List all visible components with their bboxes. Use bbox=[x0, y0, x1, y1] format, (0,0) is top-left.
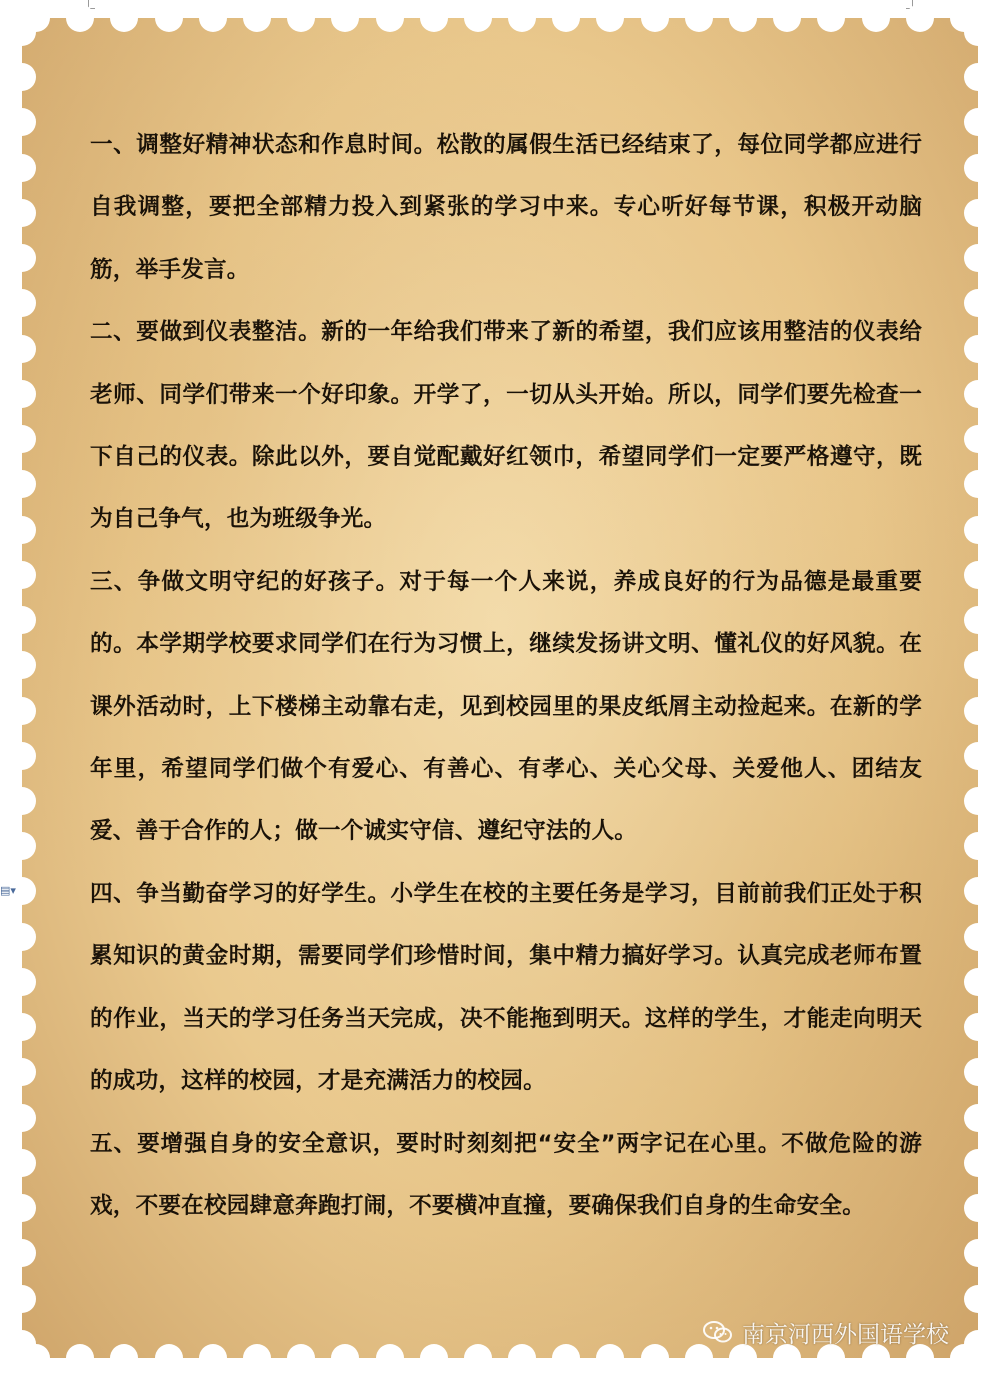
perforation-hole bbox=[8, 516, 36, 544]
perforation-hole bbox=[964, 199, 992, 227]
perforation-hole bbox=[8, 1104, 36, 1132]
perforation-hole bbox=[964, 1194, 992, 1222]
perforation-hole bbox=[964, 697, 992, 725]
perforation-hole bbox=[964, 606, 992, 634]
perforation-hole bbox=[964, 108, 992, 136]
perforation-hole bbox=[964, 154, 992, 182]
perforation-hole bbox=[8, 968, 36, 996]
perforation-hole bbox=[8, 742, 36, 770]
watermark-text: 南京河西外国语学校 bbox=[742, 1321, 949, 1348]
perforation-hole bbox=[8, 289, 36, 317]
paragraph-2: 二、要做到仪表整洁。新的一年给我们带来了新的希望，我们应该用整洁的仪表给老师、同学们带来一个好印象。开学了，一切从头开始。所以，同学们要先检查一下自己的仪表。除此以外，要自觉配戴好红领巾，希望同学们一定要严格遵守，既为自己争气，也为班级争光。 bbox=[90, 319, 922, 533]
perforation-hole bbox=[964, 1239, 992, 1267]
paragraph-5: 五、要增强自身的安全意识，要时时刻刻把“安全”两字记在心里。不做危险的游戏，不要在校园肆意奔跑打闹，不要横冲直撞，要确保我们自身的生命安全。 bbox=[90, 1130, 922, 1219]
perforation-hole bbox=[8, 1239, 36, 1267]
perforation-hole bbox=[8, 1285, 36, 1313]
perforation-hole bbox=[199, 4, 227, 32]
perforation-hole bbox=[8, 1330, 36, 1358]
article-body bbox=[90, 114, 922, 1237]
paragraph-4: 四、争当勤奋学习的好学生。小学生在校的主要任务是学习，目前前我们正处于积累知识的黄金时期，需要同学们珍惜时间，集中精力搞好学习。认真完成老师布置的作业，当天的学习任务当天完成，决不能拖到明天。这样的学生，才能走向明天的成功，这样的校园，才是充满活力的校园。 bbox=[90, 880, 922, 1095]
perforation-hole bbox=[964, 516, 992, 544]
perforation-hole bbox=[8, 1013, 36, 1041]
perforation-hole bbox=[729, 4, 757, 32]
perforation-hole bbox=[641, 4, 669, 32]
perforation-hole bbox=[906, 4, 934, 32]
perforation-right bbox=[964, 18, 992, 1358]
perforation-hole bbox=[964, 289, 992, 317]
perforation-hole bbox=[8, 832, 36, 860]
perforation-hole bbox=[331, 4, 359, 32]
perforation-hole bbox=[8, 154, 36, 182]
perforation-hole bbox=[8, 108, 36, 136]
perforation-hole bbox=[8, 18, 36, 46]
perforation-hole bbox=[508, 4, 536, 32]
perforation-hole bbox=[464, 1344, 492, 1372]
perforation-hole bbox=[8, 380, 36, 408]
perforation-hole bbox=[964, 1285, 992, 1313]
perforation-hole bbox=[8, 1058, 36, 1086]
perforation-hole bbox=[155, 1344, 183, 1372]
perforation-hole bbox=[964, 18, 992, 46]
perforation-hole bbox=[964, 742, 992, 770]
perforation-hole bbox=[596, 1344, 624, 1372]
perforation-hole bbox=[964, 63, 992, 91]
perforation-hole bbox=[8, 425, 36, 453]
perforation-hole bbox=[8, 1149, 36, 1177]
perforation-hole bbox=[199, 1344, 227, 1372]
perforation-hole bbox=[685, 4, 713, 32]
perforation-hole bbox=[817, 4, 845, 32]
perforation-hole bbox=[685, 1344, 713, 1372]
perforation-hole bbox=[8, 244, 36, 272]
watermark bbox=[702, 1316, 949, 1348]
perforation-hole bbox=[964, 1330, 992, 1358]
perforation-hole bbox=[331, 1344, 359, 1372]
perforation-hole bbox=[508, 1344, 536, 1372]
perforation-hole bbox=[243, 1344, 271, 1372]
perforation-hole bbox=[964, 787, 992, 815]
perforation-hole bbox=[8, 923, 36, 951]
paragraph-3: 三、争做文明守纪的好孩子。对于每一个人来说，养成良好的行为品德是最重要的。本学期学校要求同学们在行为习惯上，继续发扬讲文明、懂礼仪的好风貌。在课外活动时，上下楼梯主动靠右走，见到校园里的果皮纸屑主动捡起来。在新的学年里，希望同学们做个有爱心、有善心、有孝心、关心父母、关爱他人、团结友爱、善于合作的人；做一个诚实守信、遵纪守法的人。 bbox=[90, 568, 922, 845]
perforation-hole bbox=[420, 1344, 448, 1372]
perforation-hole bbox=[964, 877, 992, 905]
perforation-hole bbox=[420, 4, 448, 32]
perforation-hole bbox=[8, 335, 36, 363]
perforation-hole bbox=[464, 4, 492, 32]
perforation-hole bbox=[66, 4, 94, 32]
perforation-hole bbox=[862, 4, 890, 32]
perforation-hole bbox=[8, 470, 36, 498]
perforation-hole bbox=[243, 4, 271, 32]
perforation-hole bbox=[8, 651, 36, 679]
perforation-hole bbox=[552, 1344, 580, 1372]
perforation-hole bbox=[376, 1344, 404, 1372]
paste-options-icon[interactable]: ▤▾ bbox=[0, 884, 16, 897]
perforation-hole bbox=[8, 1194, 36, 1222]
perforation-hole bbox=[596, 4, 624, 32]
perforation-hole bbox=[8, 787, 36, 815]
perforation-hole bbox=[376, 4, 404, 32]
perforation-hole bbox=[8, 199, 36, 227]
perforation-hole bbox=[8, 697, 36, 725]
perforation-hole bbox=[964, 832, 992, 860]
perforation-hole bbox=[66, 1344, 94, 1372]
perforation-hole bbox=[964, 425, 992, 453]
perforation-hole bbox=[110, 1344, 138, 1372]
perforation-hole bbox=[773, 4, 801, 32]
perforation-hole bbox=[964, 1058, 992, 1086]
perforation-hole bbox=[964, 335, 992, 363]
perforation-hole bbox=[8, 606, 36, 634]
perforation-hole bbox=[964, 1149, 992, 1177]
perforation-top bbox=[22, 4, 978, 32]
perforation-hole bbox=[155, 4, 183, 32]
perforation-hole bbox=[964, 923, 992, 951]
perforation-hole bbox=[8, 561, 36, 589]
perforation-hole bbox=[964, 651, 992, 679]
perforation-hole bbox=[964, 968, 992, 996]
perforation-hole bbox=[287, 1344, 315, 1372]
paragraph-1: 一、调整好精神状态和作息时间。松散的属假生活已经结束了，每位同学都应进行自我调整，要把全部精力投入到紧张的学习中来。专心听好每节课，积极开动脑筋，举手发言。 bbox=[90, 132, 922, 283]
perforation-hole bbox=[641, 1344, 669, 1372]
perforation-hole bbox=[964, 244, 992, 272]
perforation-hole bbox=[964, 1013, 992, 1041]
perforation-hole bbox=[552, 4, 580, 32]
perforation-hole bbox=[964, 1104, 992, 1132]
perforation-hole bbox=[287, 4, 315, 32]
perforation-left bbox=[8, 18, 36, 1358]
wechat-icon bbox=[702, 1319, 734, 1345]
perforation-hole bbox=[964, 470, 992, 498]
perforation-hole bbox=[110, 4, 138, 32]
perforation-hole bbox=[964, 380, 992, 408]
perforation-hole bbox=[964, 561, 992, 589]
perforation-hole bbox=[8, 63, 36, 91]
